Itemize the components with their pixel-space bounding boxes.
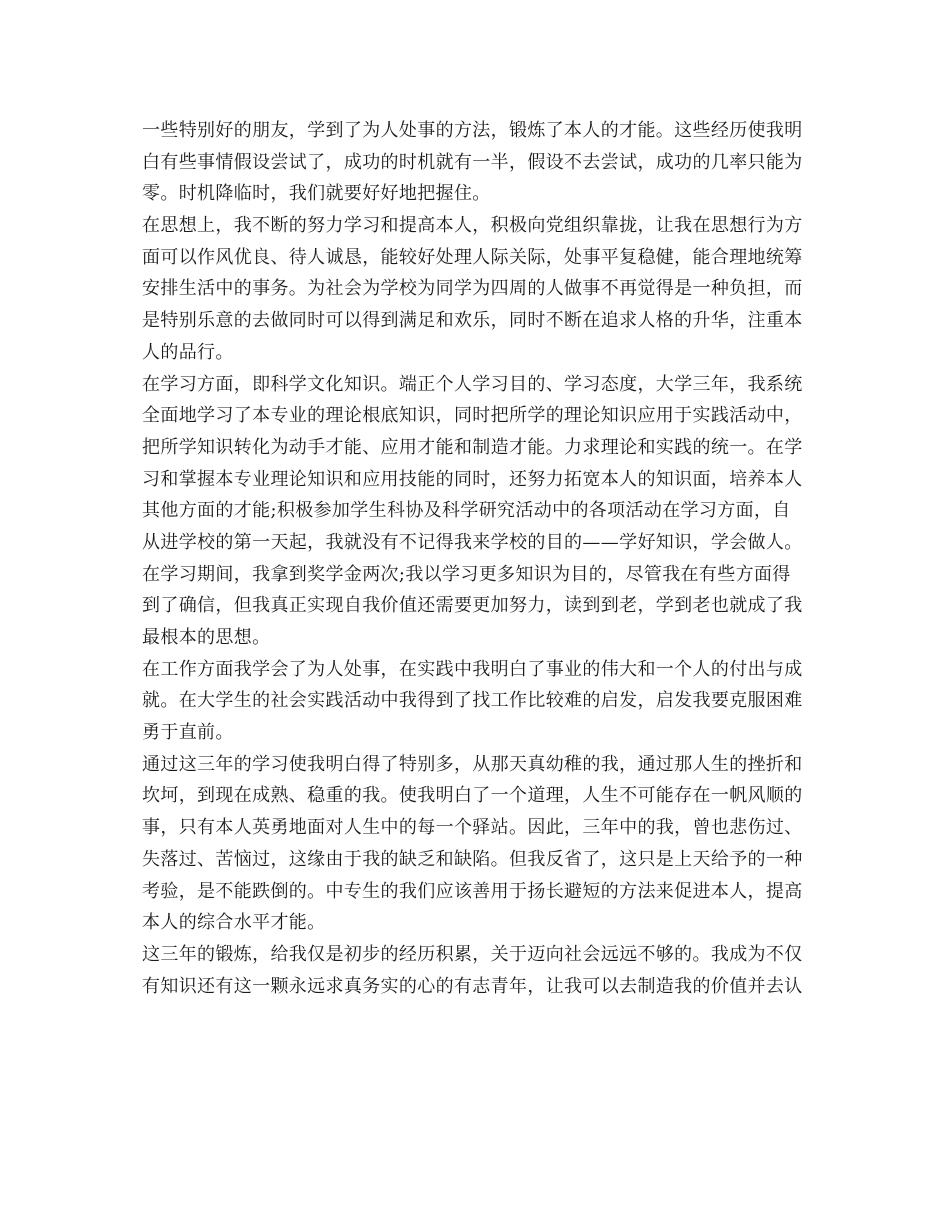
text-line: 本人的综合水平才能。: [142, 912, 326, 934]
text-line: 失落过、苦恼过，这缘由于我的缺乏和缺陷。但我反省了，这只是上天给予的一种: [142, 848, 803, 870]
text-line: 事，只有本人英勇地面对人生中的每一个驿站。因此，三年中的我，曾也悲伤过、: [142, 817, 803, 839]
text-line: 最根本的思想。: [142, 627, 271, 648]
text-line: 把所学知识转化为动手才能、应用才能和制造才能。力求理论和实践的统一。在学: [142, 436, 803, 458]
text-line: 在工作方面我学会了为人处事，在实践中我明白了事业的伟大和一个人的付出与成: [142, 658, 803, 680]
text-line: 就。在大学生的社会实践活动中我得到了找工作比较难的启发，启发我要克服困难: [142, 690, 803, 712]
text-line: 考验，是不能跌倒的。中专生的我们应该善用于扬长避短的方法来促进本人，提高: [142, 880, 803, 902]
text-line: 白有些事情假设尝试了，成功的时机就有一半，假设不去尝试，成功的几率只能为: [142, 151, 803, 173]
text-line: 勇于直前。: [142, 722, 234, 744]
text-line: 在学习期间，我拿到奖学金两次;我以学习更多知识为目的，尽管我在有些方面得: [142, 563, 791, 585]
text-line: 是特别乐意的去做同时可以得到满足和欢乐，同时不断在追求人格的升华，注重本: [142, 310, 803, 332]
text-line: 坎坷，到现在成熟、稳重的我。使我明白了一个道理，人生不可能存在一帆风顺的: [142, 785, 803, 807]
text-line: 习和掌握本专业理论知识和应用技能的同时，还努力拓宽本人的知识面，培养本人: [142, 468, 803, 490]
text-line: 这三年的锻炼，给我仅是初步的经历积累，关于迈向社会远远不够的。我成为不仅: [142, 943, 803, 965]
text-line: 其他方面的才能;积极参加学生科协及科学研究活动中的各项活动在学习方面，自: [142, 500, 791, 522]
document-body: [142, 115, 814, 1002]
text-line: 零。时机降临时，我们就要好好地把握住。: [142, 183, 491, 205]
text-line: 到了确信，但我真正实现自我价值还需要更加努力，读到到老，学到老也就成了我: [142, 595, 803, 617]
text-line: 在思想上，我不断的努力学习和提高本人，积极向党组织靠拢，让我在思想行为方: [142, 215, 803, 237]
text-line: 通过这三年的学习使我明白得了特别多，从那天真幼稚的我，通过那人生的挫折和: [142, 753, 803, 775]
text-line: 在学习方面，即科学文化知识。端正个人学习目的、学习态度，大学三年，我系统: [142, 373, 803, 395]
text-line: 从进学校的第一天起，我就没有不记得我来学校的目的——学好知识，学会做人。: [142, 531, 803, 553]
text-line: 安排生活中的事务。为社会为学校为同学为四周的人做事不再觉得是一种负担，而: [142, 278, 803, 300]
text-line: 一些特别好的朋友，学到了为人处事的方法，锻炼了本人的才能。这些经历使我明: [142, 120, 803, 141]
text-line: 人的品行。: [142, 341, 234, 363]
text-line: 全面地学习了本专业的理论根底知识，同时把所学的理论知识应用于实践活动中，: [142, 405, 803, 427]
text-line: 有知识还有这一颗永远求真务实的心的有志青年，让我可以去制造我的价值并去认: [142, 975, 803, 997]
text-line: 面可以作风优良、待人诚恳，能较好处理人际关际，处事平复稳健，能合理地统筹: [142, 246, 803, 268]
